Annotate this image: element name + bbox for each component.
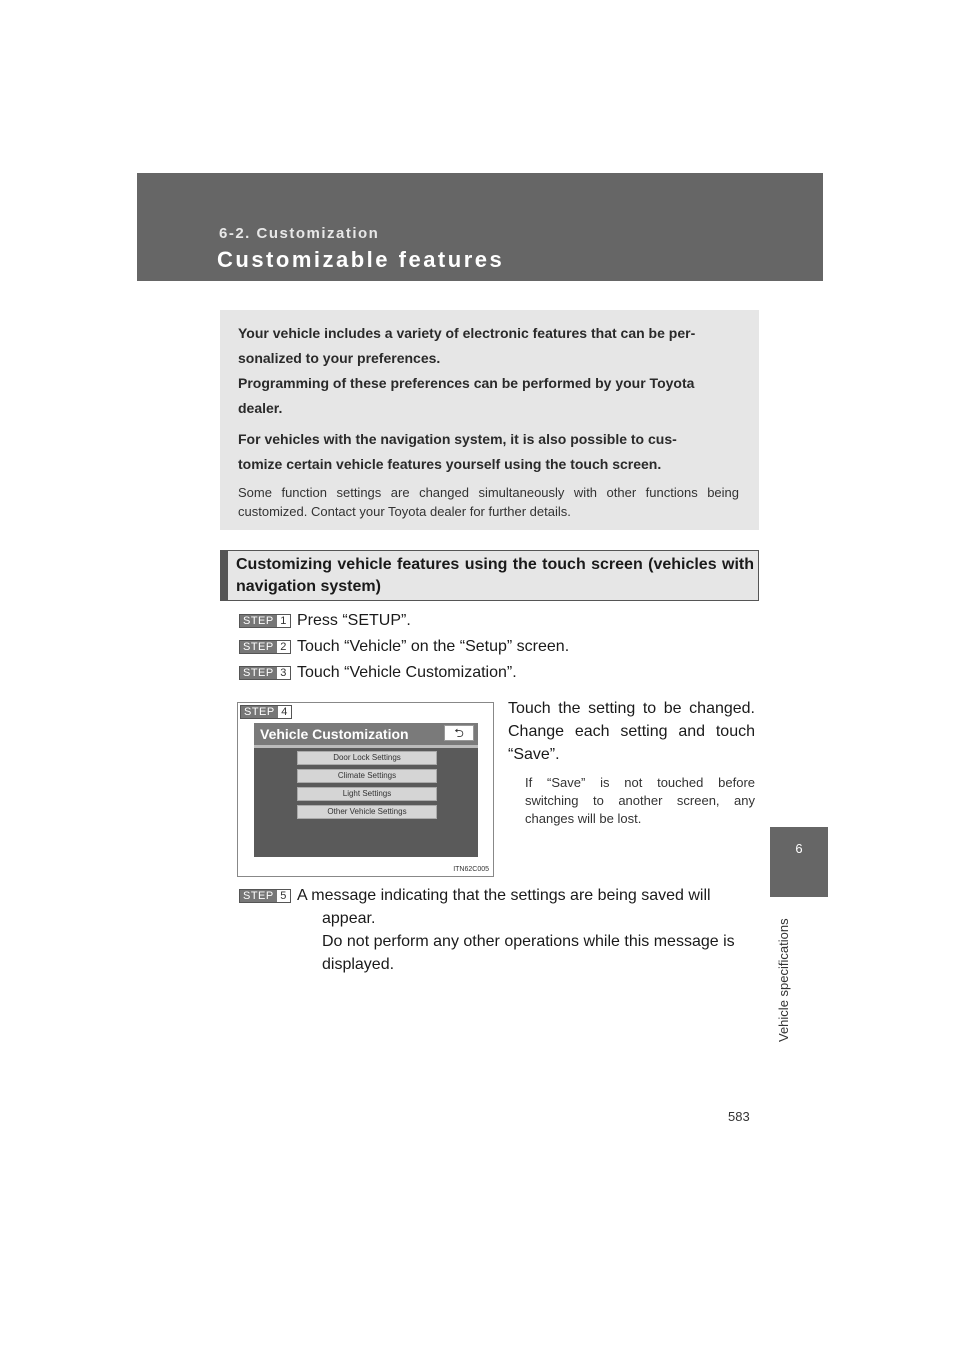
intro-line: For vehicles with the navigation system, it is also possible to cus- (238, 431, 677, 447)
step-text: Touch “Vehicle Customization”. (297, 664, 517, 681)
subheading: Customizing vehicle features using the touch screen (vehicles with navigation system) (220, 550, 759, 601)
touch-screen-illustration (254, 723, 478, 857)
step-badge-label: STEP (240, 667, 277, 679)
page-number: 583 (728, 1109, 750, 1124)
back-arrow-icon[interactable]: ⮌ (444, 725, 474, 741)
step4-text: Touch the setting to be changed. Change each setting and touch “Save”. (508, 700, 755, 763)
intro-line: dealer. (238, 400, 283, 416)
step-badge (239, 889, 291, 903)
screen-title: Vehicle Customization (260, 726, 409, 742)
page-title: Customizable features (217, 247, 505, 272)
step4-note: If “Save” is not touched before switching to another screen, any changes will be lost. (525, 775, 755, 826)
intro-line: sonalized to your preferences. (238, 350, 441, 366)
step-badge-number: 3 (277, 667, 290, 679)
step5-text-cont: appear. (322, 910, 376, 927)
section-label: 6-2. Customization (219, 225, 380, 242)
step-badge (240, 705, 292, 719)
step-text: Touch “Vehicle” on the “Setup” screen. (297, 638, 570, 655)
step-badge (239, 614, 291, 628)
step-badge-label: STEP (240, 890, 277, 902)
step-badge-number: 5 (277, 890, 290, 902)
step5-text: A message indicating that the settings are being saved will (297, 887, 711, 904)
step-badge-label: STEP (241, 706, 278, 718)
step5-text-cont: Do not perform any other operations while this message is (322, 933, 735, 950)
step-badge-number: 1 (277, 615, 290, 627)
climate-settings-button[interactable]: Climate Settings (297, 769, 437, 783)
step-badge-number: 2 (277, 641, 290, 653)
light-settings-button[interactable]: Light Settings (297, 787, 437, 801)
intro-line: tomize certain vehicle features yourself using the touch screen. (238, 456, 662, 472)
intro-line: Programming of these preferences can be performed by your Toyota (238, 375, 695, 391)
step-badge-number: 4 (278, 706, 291, 718)
figure-code: ITN62C005 (453, 866, 489, 873)
step-badge-label: STEP (240, 615, 277, 627)
other-vehicle-settings-button[interactable]: Other Vehicle Settings (297, 805, 437, 819)
step5-text-cont: displayed. (322, 956, 395, 973)
chapter-tab (770, 827, 828, 897)
step-badge (239, 640, 291, 654)
intro-box (220, 310, 759, 530)
chapter-header (137, 173, 823, 281)
chapter-tab-label: Vehicle specifications (776, 918, 791, 1042)
step-text: Press “SETUP”. (297, 612, 411, 629)
step-badge-label: STEP (240, 641, 277, 653)
intro-note: Some function settings are changed simultaneously with other functions being customized. Contact your Toyota dealer for further details. (238, 485, 739, 519)
chapter-tab-number: 6 (795, 841, 803, 856)
step4-figure (237, 702, 494, 877)
screen-titlebar (254, 723, 478, 748)
intro-line: Your vehicle includes a variety of electronic features that can be per- (238, 325, 696, 341)
step-badge (239, 666, 291, 680)
door-lock-settings-button[interactable]: Door Lock Settings (297, 751, 437, 765)
